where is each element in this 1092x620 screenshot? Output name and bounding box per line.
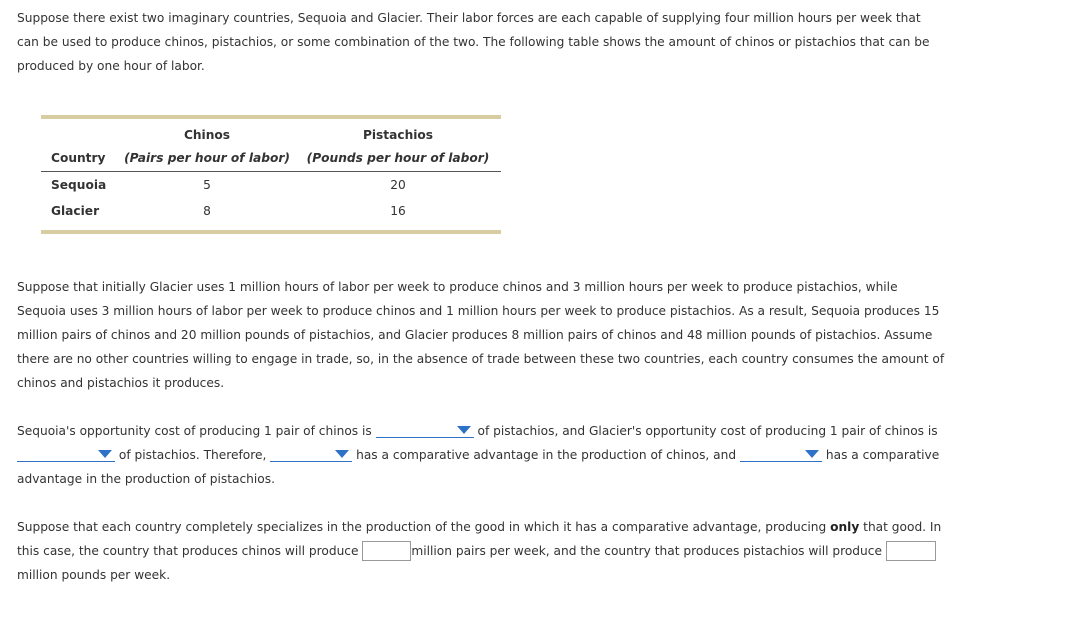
pistachios-advantage-country-dropdown[interactable] (740, 445, 822, 462)
chinos-output-input[interactable] (362, 541, 411, 561)
row-chinos: 5 (203, 178, 211, 192)
scenario-paragraph: Suppose that initially Glacier uses 1 million hours of labor per week to produce chinos and 3 million hours per week to produce pistachios, while Sequoia uses 3 million hours of labor per week to produce chinos and 1 million hours per week to produce pistachios. As a result, Sequoia produces 15 million pairs of chinos and 20 million pounds of pistachios, and Glacier produces 8 million pairs of chinos and 48 million pounds of pistachios. Assume there are no other countries willing to engage in trade, so, in the absence of trade between these two countries, each country consumes the amount of chinos and pistachios it produces. (17, 280, 945, 390)
glacier-opportunity-cost-dropdown[interactable] (17, 445, 115, 462)
question-specialization: Suppose that each country completely specializes in the production of the good in which it has a comparative advantage, producing only that good. In this case, the country that produces chinos will produce million pairs per week, and the country that produces pistachios will produce million pounds per week. (17, 520, 942, 582)
row-chinos: 8 (203, 204, 211, 218)
row-country: Glacier (51, 204, 100, 218)
table-row (41, 172, 501, 199)
header-pistachios-unit: (Pounds per hour of labor) (295, 145, 501, 172)
question-opportunity-cost: Sequoia's opportunity cost of producing 1 pair of chinos is of pistachios, and Glacier's opportunity cost of producing 1 pair of chinos is of pistachios. Therefore, has a comparative advantage in the production of chinos, and has a comparative advantage in the production of pistachios. (17, 419, 947, 491)
chevron-down-icon (335, 450, 349, 458)
row-pistachios: 20 (390, 178, 406, 192)
pistachios-output-input[interactable] (886, 541, 936, 561)
chinos-advantage-country-dropdown[interactable] (270, 445, 352, 462)
header-pistachios: Pistachios (362, 128, 434, 142)
intro-paragraph: Suppose there exist two imaginary countries, Sequoia and Glacier. Their labor forces are each capable of supplying four million hours per week that can be used to produce chinos, pistachios, or some combination of the two. The following table shows the amount of chinos or pistachios that can be produced by one hour of labor. (17, 11, 930, 73)
chevron-down-icon (98, 450, 112, 458)
production-table (41, 115, 501, 234)
chevron-down-icon (805, 450, 819, 458)
header-chinos-unit: (Pairs per hour of labor) (119, 145, 295, 172)
sequoia-opportunity-cost-dropdown[interactable] (376, 421, 474, 438)
chevron-down-icon (457, 426, 471, 434)
row-country: Sequoia (51, 178, 107, 192)
row-pistachios: 16 (390, 204, 406, 218)
table-row (41, 198, 501, 230)
table-bottom-rule (41, 230, 501, 234)
header-chinos: Chinos (183, 128, 231, 142)
header-country: Country (41, 145, 119, 172)
